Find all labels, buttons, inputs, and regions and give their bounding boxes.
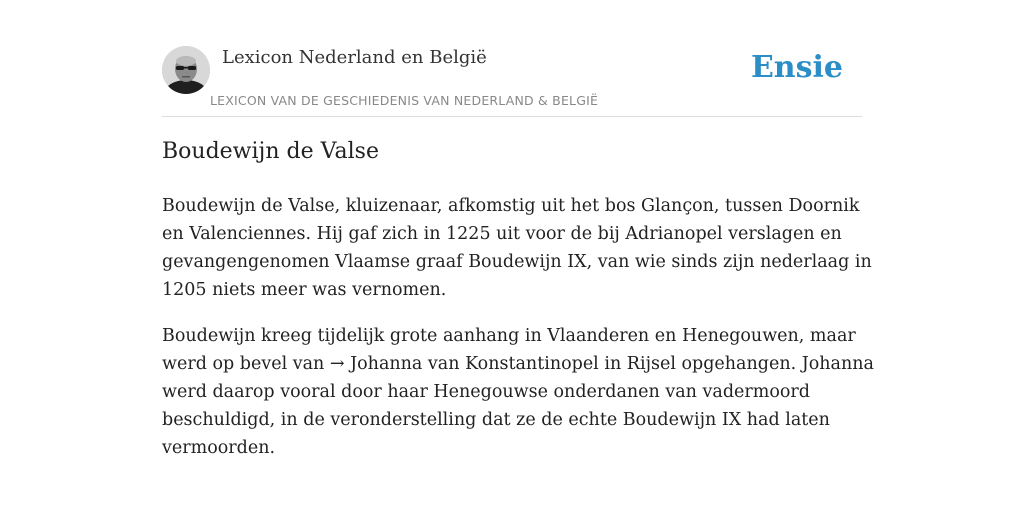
paragraph-line: gevangengenomen Vlaamse graaf Boudewijn IX, van wie sinds zijn nederlaag in [162, 252, 872, 272]
paragraph-2 [162, 322, 874, 462]
ensie-logo[interactable]: Ensie [750, 50, 843, 85]
page-title: Boudewijn de Valse [162, 139, 379, 164]
text-segment: in Rijsel opgehangen. Johanna [598, 354, 874, 374]
header [162, 46, 862, 117]
paragraph-line: vermoorden. [162, 438, 276, 458]
paragraph-1 [162, 192, 872, 304]
paragraph-line-with-link [162, 350, 874, 378]
article-body [162, 192, 874, 480]
author-name[interactable]: Lexicon Nederland en België [222, 47, 487, 68]
paragraph-line: werd daarop vooral door haar Henegouwse onderdanen van vadermoord [162, 382, 810, 402]
paragraph-line: en Valenciennes. Hij gaf zich in 1225 uit voor de bij Adrianopel verslagen en [162, 224, 842, 244]
avatar[interactable] [162, 46, 210, 94]
person-photo-icon [162, 46, 210, 94]
paragraph-line: 1205 niets meer was vernomen. [162, 280, 447, 300]
cross-reference-link[interactable]: → Johanna van Konstantinopel [329, 354, 599, 374]
text-segment: werd op bevel van [162, 354, 330, 374]
paragraph-line: Boudewijn de Valse, kluizenaar, afkomstig uit het bos Glançon, tussen Doornik [162, 196, 860, 216]
paragraph-line: beschuldigd, in de veronderstelling dat ze de echte Boudewijn IX had laten [162, 410, 830, 430]
lexicon-subtitle[interactable]: LEXICON VAN DE GESCHIEDENIS VAN NEDERLAND & BELGIË [210, 93, 599, 108]
paragraph-line: Boudewijn kreeg tijdelijk grote aanhang in Vlaanderen en Henegouwen, maar [162, 326, 856, 346]
